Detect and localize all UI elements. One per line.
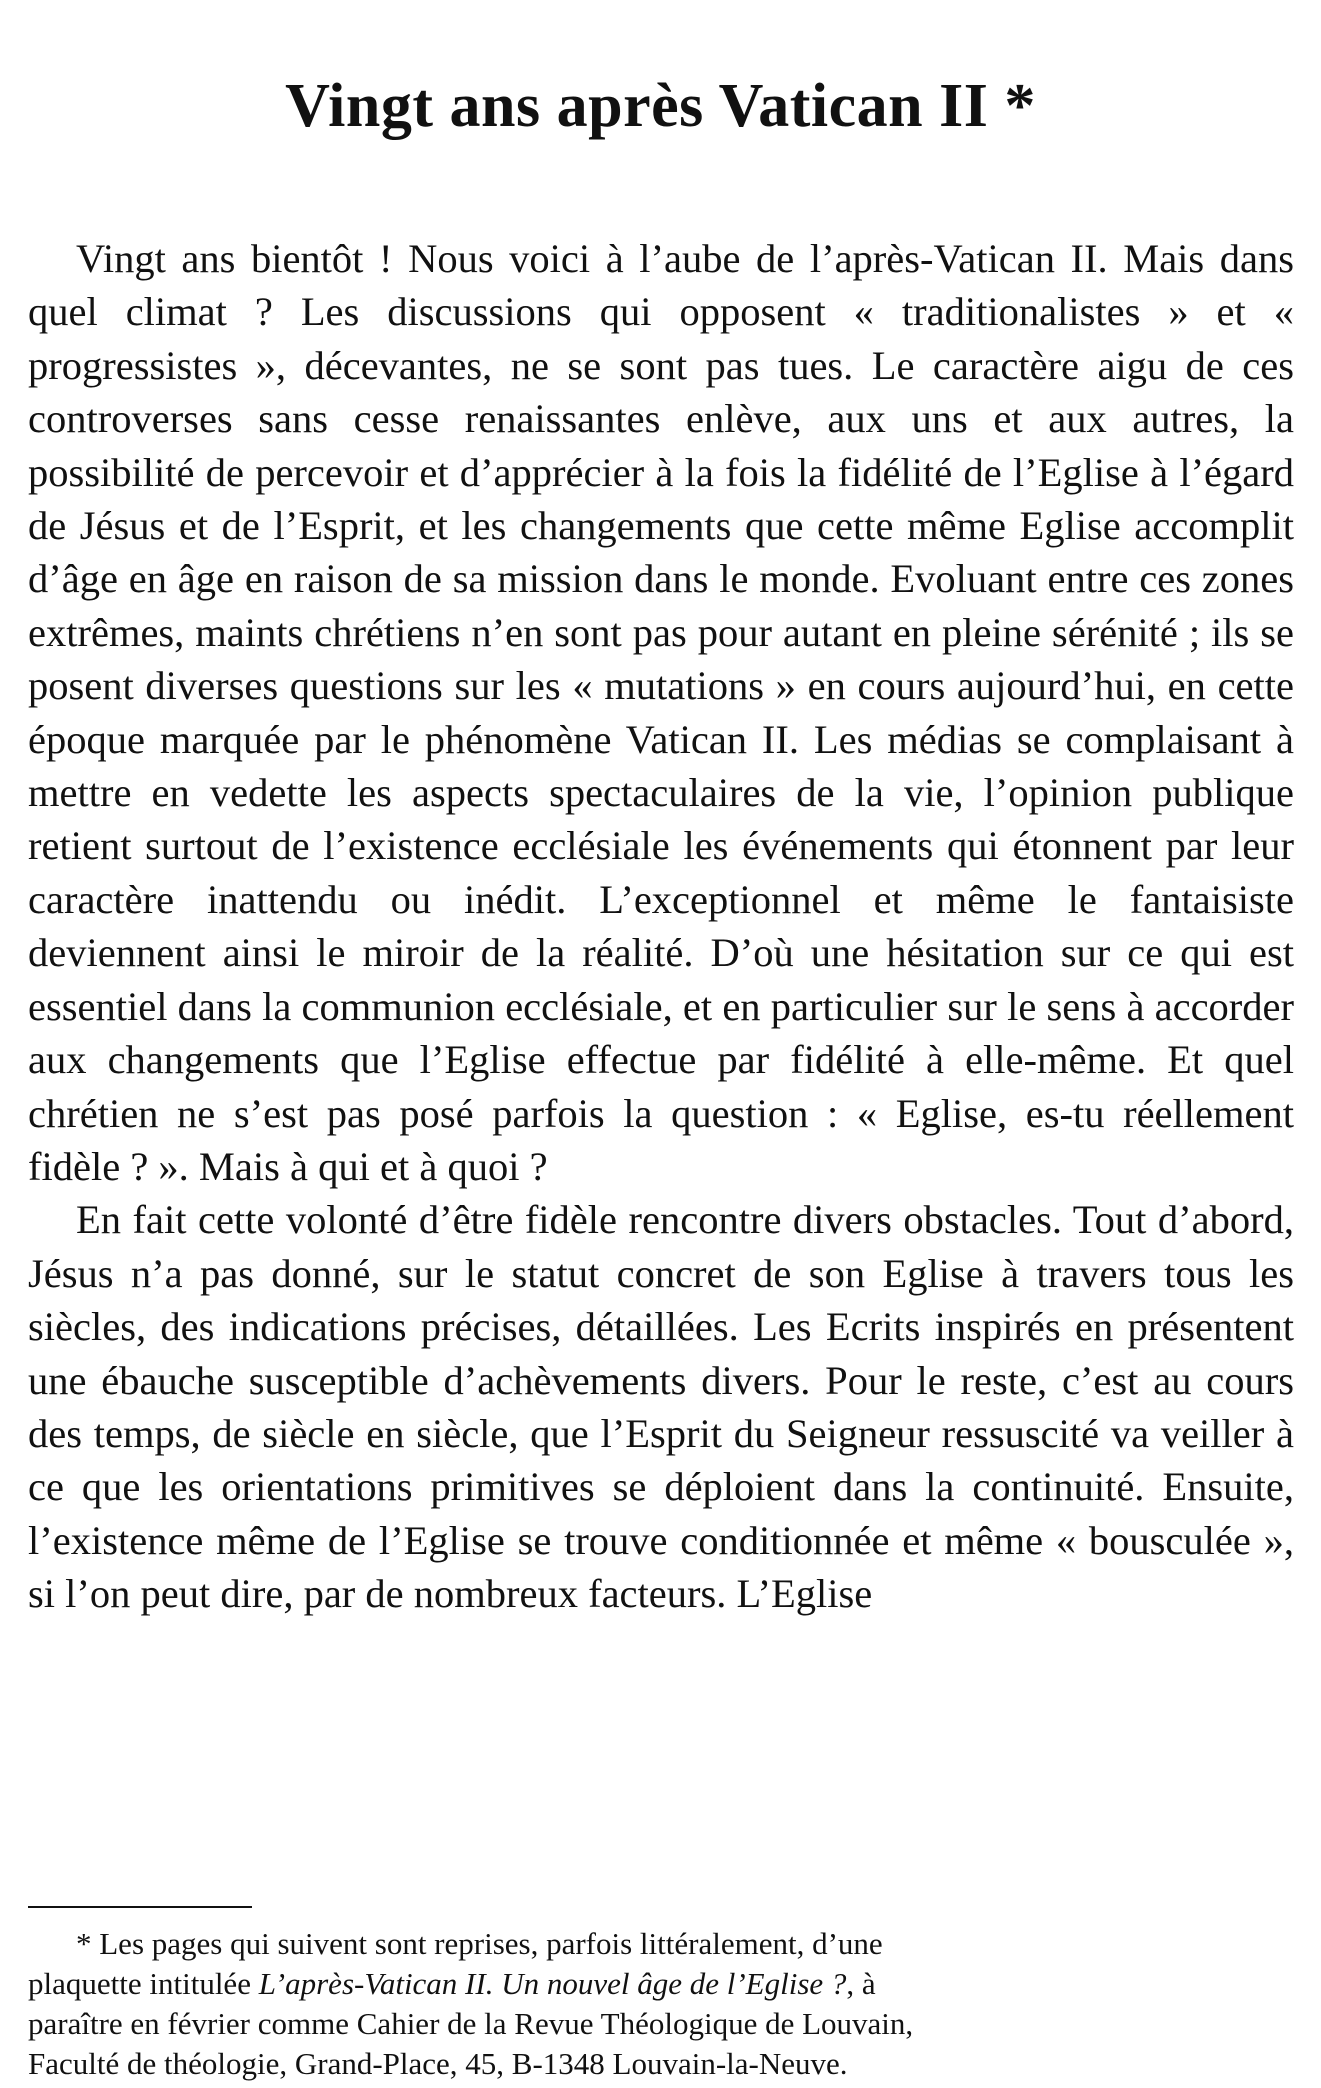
footnote-line-4: Faculté de théologie, Grand-Place, 45, B-1348 Louvain-la-Neuve. xyxy=(28,2046,848,2081)
footnote-line-2-start: plaquette intitulée xyxy=(28,1966,259,2001)
footnote-line-1: * Les pages qui suivent sont reprises, parfois littéralement, d’une xyxy=(76,1926,883,1961)
paragraph-1: Vingt ans bientôt ! Nous voici à l’aube de l’après-Vatican II. Mais dans quel climat ? Les discussions qui opposent « traditionalistes » et « progressistes », décevantes, ne se sont pas tues. Le caractère aigu de ces controverses sans cesse renaissantes enlève, aux uns et aux autres, la possibilité de percevoir et d’apprécier à la fois la fidélité de l’Eglise à l’égard de Jésus et de l’Esprit, et les changements que cette même Eglise accomplit d’âge en âge en raison de sa mission dans le monde. Evoluant entre ces zones extrêmes, maints chrétiens n’en sont pas pour autant en pleine sérénité ; ils se posent diverses questions sur les « mutations » en cours aujourd’hui, en cette époque marquée par le phénomène Vatican II. Les médias se complaisant à mettre en vedette les aspects spectaculaires de la vie, l’opinion publique retient surtout de l’existence ecclésiale les événements qui étonnent par leur caractère inattendu ou inédit. L’exceptionnel et même le fantaisiste deviennent ainsi le miroir de la réalité. D’où une hésitation sur ce qui est essentiel dans la communion ecclésiale, et en particulier sur le sens à accorder aux changements que l’Eglise effectue par fidélité à elle-même. Et quel chrétien ne s’est pas posé parfois la question : « Eglise, es-tu réellement fidèle ? ». Mais à qui et à quoi ? xyxy=(28,236,1294,1189)
footnote-line-3: paraître en février comme Cahier de la Revue Théologique de Louvain, xyxy=(28,2006,914,2041)
footnote-cited-title: L’après-Vatican II. Un nouvel âge de l’Eglise ? xyxy=(258,1966,847,2001)
footnote-line-2 xyxy=(28,1964,1294,2004)
footnote xyxy=(28,1924,1294,2088)
article-body xyxy=(28,232,1294,1621)
paragraph-2: En fait cette volonté d’être fidèle rencontre divers obstacles. Tout d’abord, Jésus n’a pas donné, sur le statut concret de son Eglise à travers tous les siècles, des indications précises, détaillées. Les Ecrits inspirés en présentent une ébauche susceptible d’achèvements divers. Pour le reste, c’est au cours des temps, de siècle en siècle, que l’Esprit du Seigneur ressuscité va veiller à ce que les orientations primitives se déploient dans la continuité. Ensuite, l’existence même de l’Eglise se trouve conditionnée et même « bousculée », si l’on peut dire, par de nombreux facteurs. L’Eglise xyxy=(28,1197,1294,1617)
article-title: Vingt ans après Vatican II * xyxy=(285,71,1036,140)
footnote-line-2-end: , à xyxy=(846,1966,876,2001)
footnote-separator xyxy=(28,1906,252,1908)
